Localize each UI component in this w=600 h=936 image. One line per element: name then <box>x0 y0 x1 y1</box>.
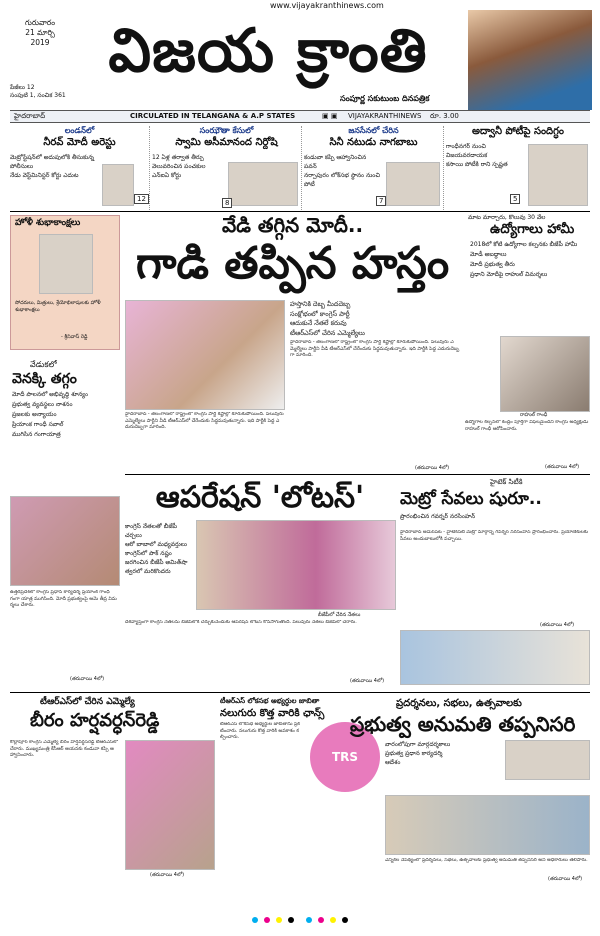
teaser-nirav <box>10 126 150 210</box>
lotus-bullet: త్వరలో మరికొందరు <box>125 568 171 575</box>
priyanka-photo <box>10 496 120 586</box>
rahul-photo <box>500 336 590 412</box>
teaser-bullet: నర్సాపురం లోక్‌సభ స్థానం నుంచి పోటీ <box>304 172 380 188</box>
print-registration-marks <box>0 908 600 927</box>
lotus-caption: బీజేపీలో చేరిన నేతలు <box>318 612 361 618</box>
actress-photo <box>468 10 592 110</box>
harsha-continued: (తరువాయి 4లో) <box>150 872 185 878</box>
date-line: గురువారం <box>24 18 56 27</box>
metro-bullets <box>400 512 500 522</box>
teaser-page: 5 <box>510 194 520 204</box>
metro-continued: (తరువాయి 4లో) <box>540 622 575 628</box>
left-bullet: మోదీ పాలనలో అభివృద్ధి శూన్యం <box>12 391 89 398</box>
teaser-kicker: జనసేనలో చేరిన <box>348 126 399 135</box>
lotus-headline: ఆపరేషన్ 'లోటస్' <box>155 480 365 515</box>
left-bullet: ముగిసిన గంగాయాత్ర <box>12 431 61 438</box>
city-label: హైదరాబాద్ <box>14 112 46 120</box>
teaser-advani <box>446 126 590 210</box>
govt-bullet: వారంలోపుగా మార్గదర్శకాలు <box>385 741 451 748</box>
saarang-body: టీఆర్‌ఎస్ లోకసభ అభ్యర్థుల జాబితాను ప్రకటించారు. నలుగురు కొత్త వారికి అవకాశం కల్పించారు. <box>220 722 300 740</box>
left-title: వెనక్కి తగ్గం <box>12 371 77 387</box>
circulation-label: CIRCULATED IN TELANGANA & A.P STATES <box>130 112 296 120</box>
lead-bullets <box>290 300 460 338</box>
teaser-title: సినీ నటుడు నాగబాబు <box>329 137 418 148</box>
divider <box>10 692 590 693</box>
lead-bullet: సంక్షోభంలో కాంగ్రెస్ పార్టీ <box>290 309 350 318</box>
info-band <box>10 110 590 123</box>
lead-photo <box>125 300 285 410</box>
holi-person-photo <box>39 234 93 294</box>
left-bullet: ప్రియాంక గాంధీ సవాల్ <box>12 421 64 428</box>
holi-greeting-box <box>10 215 120 350</box>
left-body: ఉత్తరప్రదేశ్‌లో కాంగ్రెస్ ప్రధాన కార్యదర్శి ప్రియాంక గాంధీ గంగా యాత్ర ముగిసింది. మోదీ ప్రభుత్వంపై ఆమె తీవ్ర విమర్శలు చేశారు. <box>10 590 117 608</box>
govt-bullet: ఆదేశం <box>385 759 401 766</box>
saarang-kicker: టీఆర్‌ఎస్ లోకసభ అభ్యర్థుల జాబితా <box>220 697 320 705</box>
metro-kicker: హైటెక్ సిటీకి <box>490 478 523 486</box>
teaser-title: స్వామి అసీమానంద నిర్దోషి <box>175 137 278 148</box>
aseemanand-photo <box>228 162 298 206</box>
right-kicker: మాట మార్చారు, కొలువు 30 వేల <box>468 214 546 221</box>
social-icons: ▣ ▣ <box>322 112 338 120</box>
edition-line: పేజీలు 12 <box>10 84 35 91</box>
lotus-bullets <box>125 522 195 576</box>
harsha-headline: బీరం హర్షవర్ధన్‌రెడ్డి <box>30 710 160 731</box>
metro-photo <box>400 630 590 685</box>
website-url: www.vijayakranthinews.com <box>270 1 384 10</box>
lead-continued: (తరువాయి 4లో) <box>415 465 450 471</box>
teaser-page: 8 <box>222 198 232 208</box>
right-bullet: 2018లో కోటి ఉద్యోగాల కల్పనకు బీజేపీ హామీ <box>470 241 578 248</box>
lotus-bullet: ఆరో బాబాలో మధ్యవర్తులు <box>125 541 187 548</box>
govt-bullets <box>385 740 505 767</box>
govt-photo <box>385 795 590 855</box>
lead-headline: గాడి తప్పిన హస్తం <box>135 238 450 289</box>
nirav-photo <box>102 164 134 206</box>
lotus-bullet: కాంగ్రెస్ నేతలతో బీజేపీ చర్చలు <box>125 523 177 539</box>
holi-text: సోదరులు, మిత్రులు, శ్రేయోభిలాషులకు హోళీ శుభాకాంక్షలు <box>15 300 101 313</box>
rahul-caption: రాహుల్ గాంధీ <box>520 412 548 418</box>
date-box <box>10 18 70 48</box>
govt-bullet: ప్రభుత్వ ప్రధాన కార్యదర్శి <box>385 750 443 757</box>
price: రూ. 3.00 <box>430 112 459 120</box>
teaser-bullet: కండువా కప్పి ఆహ్వానించిన పవన్ <box>304 154 367 170</box>
lead-bullet: హస్తానికి దెబ్బ మీదదెబ్బ <box>290 300 351 308</box>
metro-body: హైదరాబాద్ అమీర్‌పేట - హైటెక్‌సిటీ మెట్రో మార్గాన్ని గవర్నర్ నరసింహన్ ప్రారంభించారు. ప్రయాణికులకు సేవలు అందుబాటులోకి వచ్చాయి. <box>400 530 589 542</box>
tagline: సంపూర్ణ సకుటుంబ దినపత్రిక <box>340 94 430 103</box>
left-bullet: ప్రభుత్వ వ్యవస్థలు నాశనం <box>12 401 73 408</box>
social-handle: VIJAYAKRANTHINEWS <box>348 112 422 120</box>
lead-bullet: ఆదుకునే నేతలే కరువు <box>290 319 347 327</box>
teaser-title: నీరవ్ మోదీ అరెస్టు <box>43 137 116 148</box>
metro-bullet: ప్రారంభించిన గవర్నర్ నరసింహన్ <box>400 513 476 520</box>
teaser-kicker: సంఝౌతా కేసులో <box>199 126 254 135</box>
date-line: 21 మార్చి <box>25 28 55 37</box>
teaser-page: 7 <box>376 196 386 206</box>
teaser-bullet: 12 ఏళ్ల తర్వాత తీర్పు వెలువరించిన పంచకుల ఎన్‌ఐఏ కోర్టు <box>152 154 206 179</box>
edition-info <box>10 84 70 100</box>
lotus-body: దేశవ్యాప్తంగా కాంగ్రెస్ నేతలను బీజేపీలోకి చేర్చుకునేందుకు ఆపరేషన్ లోటస్ కొనసాగుతోంది. పలువురు నేతలు బీజేపీలో చేరారు. <box>125 620 357 625</box>
left-bullets <box>12 390 120 440</box>
nagababu-photo <box>386 162 440 206</box>
holi-title: హోళీ శుభాకాంక్షలు <box>15 218 81 228</box>
trs-logo: TRS <box>310 722 380 792</box>
harsha-kicker: టీఆర్‌ఎస్‌లో చేరిన ఎమ్మెల్యే <box>40 697 135 707</box>
teaser-bullet: నేడు వెస్ట్‌మినిస్టర్ కోర్టు ఎదుట <box>10 172 79 179</box>
left-kicker: వేడుకలో <box>30 360 57 369</box>
lead-bullet: టీఆర్‌ఎస్‌లో చేరిన ఎమ్మెల్యేలు <box>290 328 365 337</box>
holi-signoff: - శ్రీనివాస్ రెడ్డి <box>61 334 88 340</box>
teaser-bullet: మెట్రోస్టేషన్‌లో అదుపులోకి తీసుకున్న పోలీసులు <box>10 154 95 170</box>
lotus-photo <box>196 520 396 610</box>
right-bullets <box>470 240 590 280</box>
teaser-nagababu <box>304 126 444 210</box>
lead-kicker: వేడి తగ్గిన మోదీ.. <box>221 213 364 237</box>
right-body: ఉద్యోగాల కల్పనలో కేంద్రం పూర్తిగా విఫలమైందని కాంగ్రెస్ అధ్యక్షుడు రాహుల్ గాంధీ ఆరోపించారు. <box>465 420 589 432</box>
divider <box>10 211 590 212</box>
teaser-aseemanand <box>152 126 302 210</box>
harsha-photo <box>125 740 215 870</box>
govt-body: ఎన్నికల నేపథ్యంలో ప్రదర్శనలు, సభలు, ఉత్సవాలకు ప్రభుత్వ అనుమతి తప్పనిసరి అని అధికారులు తెలిపారు. <box>385 858 588 863</box>
lotus-continued: (తరువాయి 4లో) <box>350 678 385 684</box>
right-bullet: ప్రధాని మోదీపై రాహుల్ విమర్శలు <box>470 271 548 278</box>
teaser-title: అద్వానీ పోటీపై సందిగ్ధం <box>471 126 565 137</box>
govt-photo-top <box>505 740 590 780</box>
right-continued: (తరువాయి 4లో) <box>545 464 580 470</box>
metro-headline: మెట్రో సేవలు షురూ.. <box>400 489 542 509</box>
date-line: 2019 <box>30 38 50 47</box>
lotus-bullet: కాంగ్రెస్‌లో పాక్ నష్టం <box>125 550 172 557</box>
teaser-page: 12 <box>134 194 149 204</box>
teaser-bullet: కసాయి పోటీకి రాని స్పష్టత <box>446 161 508 168</box>
lotus-bullet: జరగించిన బీజేపీ అమిత్‌షా <box>125 559 188 566</box>
govt-headline: ప్రభుత్వ అనుమతి తప్పనిసరి <box>350 712 576 736</box>
advani-photo <box>528 144 588 206</box>
divider <box>125 474 590 475</box>
teaser-kicker: లండన్‌లో <box>64 126 95 135</box>
newspaper-title: విజయ క్రాంతి <box>108 16 428 86</box>
left-continued: (తరువాయి 4లో) <box>70 676 105 682</box>
right-bullet: మోదీ ప్రభుత్వ తీరు <box>470 261 515 268</box>
teaser-bullet: గాంధీనగర్ నుంచి విజయవరదాయక <box>446 143 488 159</box>
left-bullet: ప్రజలకు అన్యాయం <box>12 411 57 418</box>
harsha-body: కొల్లాపూర్ కాంగ్రెస్ ఎమ్మెల్యే బీరం హర్షవర్ధన్‌రెడ్డి టీఆర్‌ఎస్‌లో చేరారు. ముఖ్యమంత్రి కేసీఆర్ ఆయనకు కండువా కప్పి ఆహ్వానించారు. <box>10 740 118 758</box>
right-title: ఉద్యోగాలు హామీ <box>490 222 575 237</box>
lead-body: హైదరాబాద్ - తెలంగాణలో రాష్ట్రంలో కాంగ్రెస్ పార్టీ కష్టాల్లో కూరుకుపోయింది. పలువురు ఎమ్మెల్యేలు పార్టీని వీడి టీఆర్‌ఎస్‌లో చేరేందుకు సిద్ధమవుతున్నారు. ఇది పార్టీకి పెద్ద ఎదురుదెబ్బగా మారింది. <box>290 340 460 358</box>
govt-continued: (తరువాయి 4లో) <box>548 876 583 882</box>
lead-body-col2: హైదరాబాద్ - తెలంగాణలో రాష్ట్రంలో కాంగ్రెస్ పార్టీ కష్టాల్లో కూరుకుపోయింది. పలువురు ఎమ్మెల్యేలు పార్టీని వీడి టీఆర్‌ఎస్‌లో చేరేందుకు సిద్ధమవుతున్నారు. ఇది పార్టీకి పెద్ద ఎదురుదెబ్బగా మారింది. <box>125 412 284 430</box>
right-bullet: మోడీ అబద్ధాలు <box>470 251 507 258</box>
govt-kicker: ప్రదర్శనలు, సభలు, ఉత్సవాలకు <box>396 698 522 709</box>
saarang-headline: నలుగురు కొత్త వారికి ఛాన్స్ <box>220 708 325 719</box>
edition-line: సంపుటి 1, సంచిక 361 <box>10 92 66 99</box>
